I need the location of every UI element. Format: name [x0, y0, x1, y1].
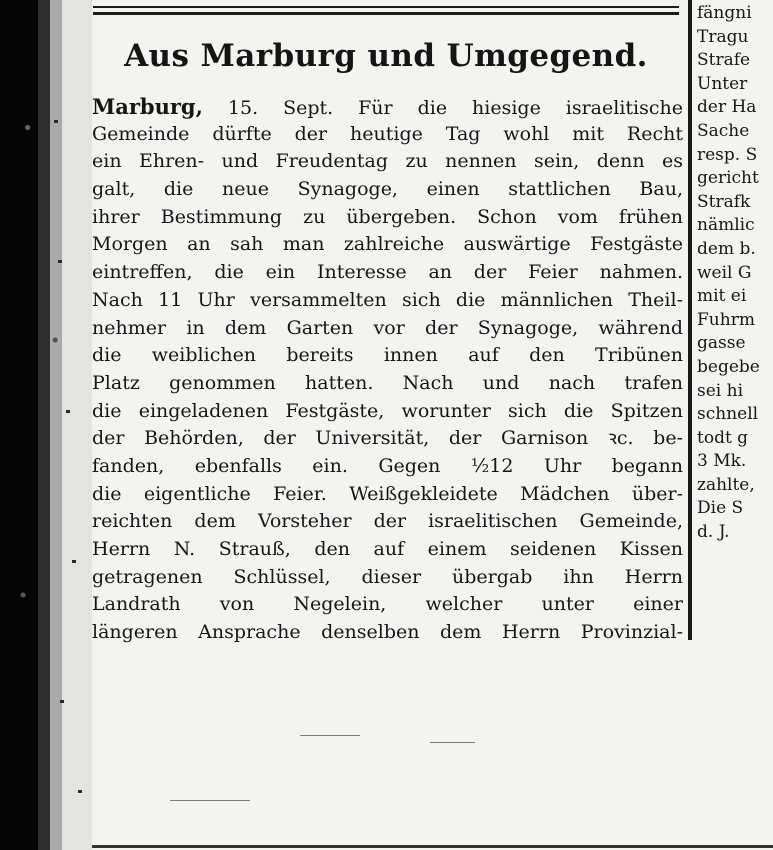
- adjacent-line-11: dem b.: [697, 238, 756, 259]
- article-line-2: Gemeinde dürfte der heutige Tag wohl mit Recht: [92, 122, 683, 145]
- section-heading: Aus Marburg und Umgegend.: [124, 38, 648, 74]
- adjacent-line-2: Tragu: [697, 26, 749, 47]
- adjacent-line-10: nämlic: [697, 215, 755, 236]
- adjacent-line-13: mit ei: [697, 286, 747, 307]
- article-line-8: Nach 11 Uhr versammelten sich die männlichen Theil-: [92, 288, 683, 311]
- article-line-14: fanden, ebenfalls ein. Gegen ½12 Uhr begann: [92, 454, 683, 477]
- adjacent-line-14: Fuhrm: [697, 309, 755, 330]
- adjacent-line-5: der Ha: [697, 97, 757, 118]
- scan-left-edge: [0, 0, 92, 850]
- adjacent-line-6: Sache: [697, 120, 750, 141]
- scan-noise-line: [300, 735, 360, 736]
- adjacent-line-1: fängni: [697, 3, 752, 23]
- adjacent-line-17: sei hi: [697, 380, 744, 401]
- adjacent-column: [697, 2, 773, 545]
- column-divider: [688, 0, 692, 640]
- article-body: [92, 93, 683, 647]
- article-line-1: [92, 93, 683, 121]
- top-rule-thin: [93, 6, 679, 8]
- article-line-7: eintreffen, die ein Interesse an der Feier nahmen.: [92, 261, 683, 284]
- article-line-6: Morgen an sah man zahlreiche auswärtige Festgäste: [92, 233, 683, 256]
- adjacent-line-22: Die S: [697, 498, 744, 519]
- adjacent-line-19: todt g: [697, 427, 749, 448]
- article-line-10: die weiblichen bereits innen auf den Tribünen: [92, 344, 683, 367]
- article-line-4: galt, die neue Synagoge, einen stattlichen Bau,: [92, 178, 683, 201]
- adjacent-line-12: weil G: [697, 262, 752, 283]
- adjacent-line-4: Unter: [697, 73, 748, 94]
- article-line-15: die eigentliche Feier. Weißgekleidete Mädchen über-: [92, 482, 683, 505]
- article-line-9: nehmer in dem Garten vor der Synagoge, während: [92, 316, 683, 339]
- dateline-city: Marburg,: [92, 94, 203, 119]
- article-line-18: getragenen Schlüssel, dieser übergab ihn Herrn: [92, 565, 683, 588]
- article-line-5: ihrer Bestimmung zu übergeben. Schon vom frühen: [92, 205, 683, 228]
- top-rule-thick: [93, 12, 679, 15]
- bottom-rule: [92, 845, 773, 848]
- article-line-12: die eingeladenen Festgäste, worunter sich die Spitzen: [92, 399, 683, 422]
- adjacent-line-23: d. J.: [697, 522, 730, 543]
- article-line-11: Platz genommen hatten. Nach und nach trafen: [92, 371, 683, 394]
- article-line-3: ein Ehren- und Freudentag zu nennen sein, denn es: [92, 150, 683, 173]
- adjacent-line-15: gasse: [697, 333, 746, 354]
- adjacent-line-18: schnell: [697, 404, 759, 425]
- article-line-17: Herrn N. Strauß, den auf einem seidenen Kissen: [92, 538, 683, 560]
- adjacent-line-21: zahlte,: [697, 474, 755, 495]
- article-line-16: reichten dem Vorsteher der israelitischen Gemeinde,: [92, 510, 683, 533]
- article-line-20: längeren Ansprache denselben dem Herrn Provinzial-: [92, 621, 683, 644]
- adjacent-line-7: resp. S: [697, 144, 758, 165]
- article-line-1-text: 15. Sept. Für die hiesige israelitische: [202, 97, 683, 119]
- article-line-13: der Behörden, der Universität, der Garnison ꝛc. be-: [92, 427, 683, 450]
- adjacent-line-3: Strafe: [697, 50, 751, 71]
- scan-noise-line: [430, 742, 475, 743]
- article-line-19: Landrath von Negelein, welcher unter einer: [92, 593, 683, 616]
- scan-noise-line: [170, 800, 250, 801]
- adjacent-line-8: gericht: [697, 168, 759, 189]
- adjacent-line-20: 3 Mk.: [697, 451, 747, 472]
- adjacent-line-9: Strafk: [697, 191, 751, 212]
- adjacent-line-16: begebe: [697, 356, 760, 377]
